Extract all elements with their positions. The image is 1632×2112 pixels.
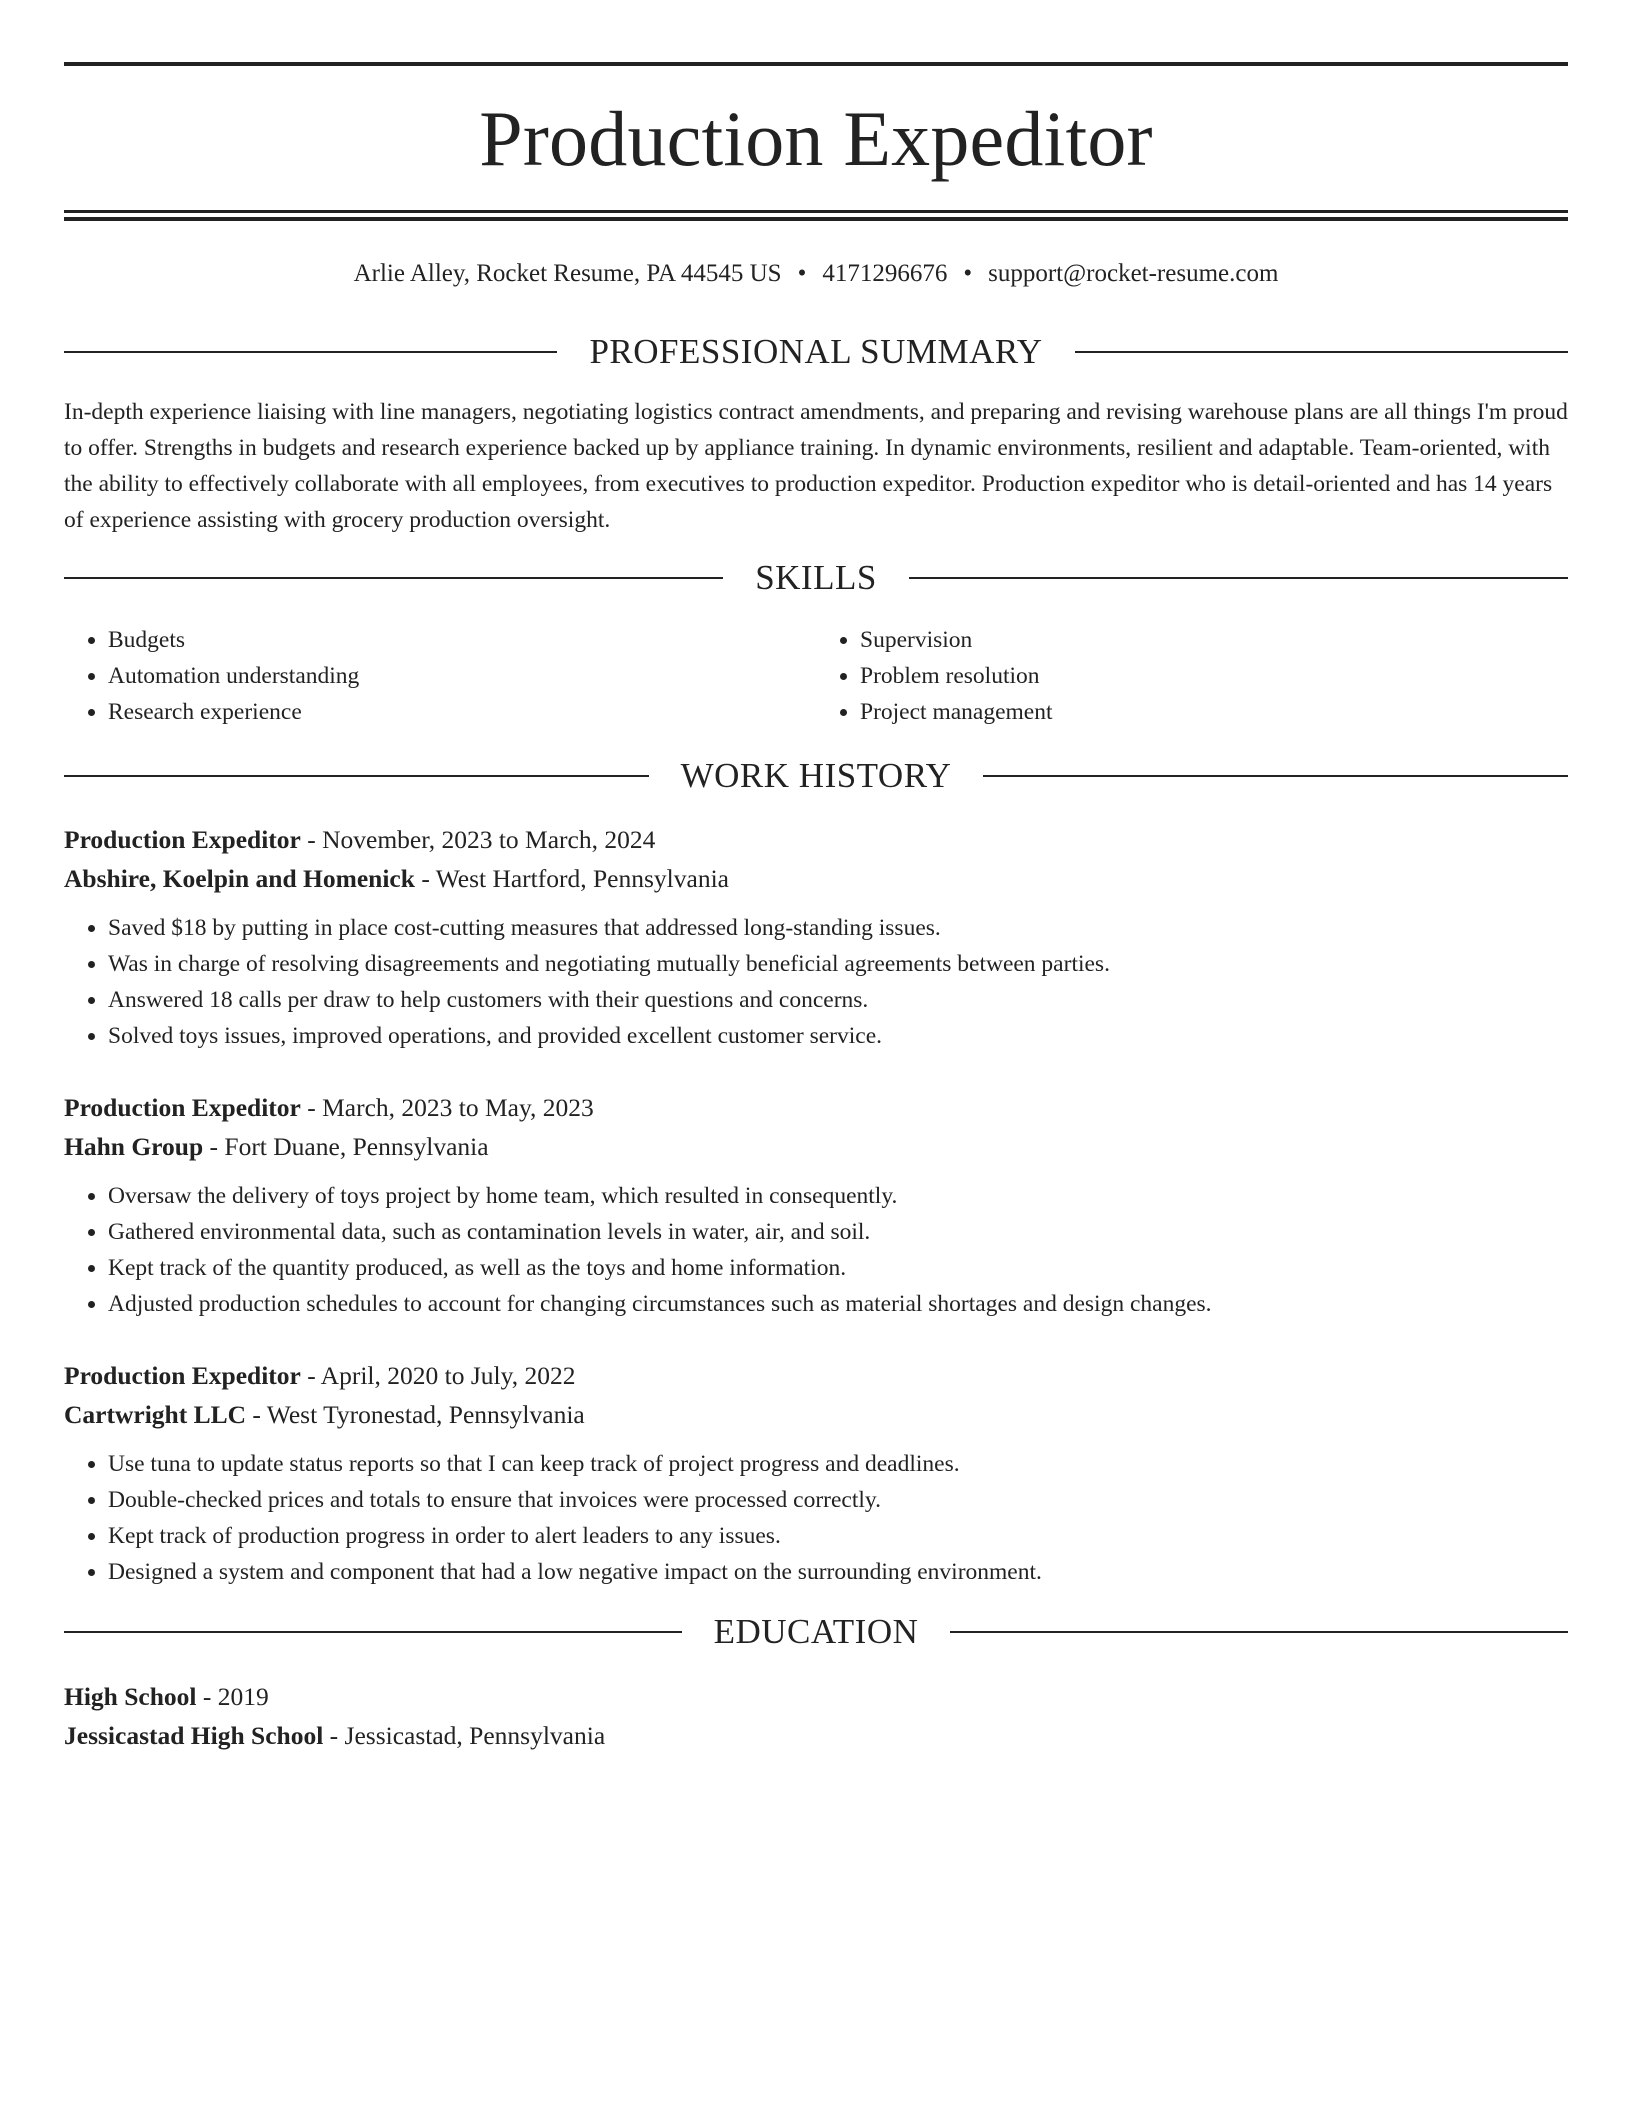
section-title: SKILLS xyxy=(755,558,877,597)
contact-separator: • xyxy=(797,260,807,287)
resume-title: Production Expeditor xyxy=(479,95,1153,182)
skill-item: • Budgets xyxy=(108,622,816,658)
job-dates: - April, 2020 to July, 2022 xyxy=(300,1361,576,1390)
job-title-line xyxy=(64,1088,1568,1127)
job-dates: - March, 2023 to May, 2023 xyxy=(300,1093,594,1122)
education-school-line xyxy=(64,1716,1568,1755)
job-dates: - November, 2023 to March, 2024 xyxy=(300,825,656,854)
job-entry xyxy=(64,1088,1568,1322)
job-bullets xyxy=(64,910,1568,1054)
job-bullets xyxy=(64,1178,1568,1322)
job-company: Hahn Group xyxy=(64,1132,204,1161)
job-bullet: • Designed a system and component that had a low negative impact on the surrounding environment. xyxy=(108,1554,1568,1590)
job-bullet: • Use tuna to update status reports so that I can keep track of project progress and deadlines. xyxy=(108,1446,1568,1482)
education-year: - 2019 xyxy=(196,1682,269,1711)
job-title: Production Expeditor xyxy=(64,1093,301,1122)
section-title: EDUCATION xyxy=(713,1612,919,1651)
job-bullet: • Answered 18 calls per draw to help customers with their questions and concerns. xyxy=(108,982,1568,1018)
title-double-rule xyxy=(64,210,1568,221)
skill-item: • Problem resolution xyxy=(860,658,1568,694)
education-location: - Jessicastad, Pennsylvania xyxy=(323,1721,606,1750)
education-school: Jessicastad High School xyxy=(64,1721,324,1750)
header-rule-left xyxy=(64,1631,682,1633)
job-company: Abshire, Koelpin and Homenick xyxy=(64,864,415,893)
job-bullet: • Oversaw the delivery of toys project by home team, which resulted in consequently. xyxy=(108,1178,1568,1214)
job-company: Cartwright LLC xyxy=(64,1400,247,1429)
job-title: Production Expeditor xyxy=(64,825,301,854)
skill-item: • Project management xyxy=(860,694,1568,730)
header-rule-left xyxy=(64,351,557,353)
header-rule-right xyxy=(909,577,1568,579)
section-header-work-history xyxy=(64,756,1568,796)
skill-item: • Automation understanding xyxy=(108,658,816,694)
skills-column-right xyxy=(816,622,1568,730)
job-bullet: • Kept track of the quantity produced, as well as the toys and home information. xyxy=(108,1250,1568,1286)
summary-text: In-depth experience liaising with line managers, negotiating logistics contract amendments, and preparing and revising warehouse plans are all things I'm proud to offer. Strengths in budgets and research experience backed up by appliance training. In dynamic environments, resilient and adaptable. Team-oriented, with the ability to effectively collaborate with all employees, from executives to production expeditor. Production expeditor who is detail-oriented and has 14 years of experience assisting with grocery production oversight. xyxy=(64,399,1568,533)
section-header-summary xyxy=(64,332,1568,372)
header-rule-right xyxy=(983,775,1568,777)
header-rule-right xyxy=(950,1631,1568,1633)
skills-column-left xyxy=(64,622,816,730)
job-location: - West Hartford, Pennsylvania xyxy=(414,864,729,893)
header-rule-right xyxy=(1075,351,1568,353)
job-bullet: • Gathered environmental data, such as contamination levels in water, air, and soil. xyxy=(108,1214,1568,1250)
section-header-skills xyxy=(64,558,1568,598)
job-location: - West Tyronestad, Pennsylvania xyxy=(246,1400,585,1429)
education-degree-line xyxy=(64,1677,1568,1716)
skill-item: • Research experience xyxy=(108,694,816,730)
contact-address: Arlie Alley, Rocket Resume, PA 44545 US xyxy=(353,260,782,287)
contact-phone: 4171296676 xyxy=(822,260,948,287)
header-rule-left xyxy=(64,775,649,777)
job-title-line xyxy=(64,1356,1568,1395)
job-bullet: • Adjusted production schedules to account for changing circumstances such as material shortages and design changes. xyxy=(108,1286,1568,1322)
job-bullet: • Double-checked prices and totals to ensure that invoices were processed correctly. xyxy=(108,1482,1568,1518)
job-title-line xyxy=(64,820,1568,859)
job-company-line xyxy=(64,859,1568,898)
job-company-line xyxy=(64,1127,1568,1166)
job-bullet: • Was in charge of resolving disagreements and negotiating mutually beneficial agreements between parties. xyxy=(108,946,1568,982)
job-bullet: • Solved toys issues, improved operations, and provided excellent customer service. xyxy=(108,1018,1568,1054)
education-entry xyxy=(64,1677,1568,1755)
job-location: - Fort Duane, Pennsylvania xyxy=(203,1132,489,1161)
education-degree: High School xyxy=(64,1682,197,1711)
job-bullet: • Kept track of production progress in order to alert leaders to any issues. xyxy=(108,1518,1568,1554)
job-entry xyxy=(64,820,1568,1054)
job-entry xyxy=(64,1356,1568,1590)
job-bullets xyxy=(64,1446,1568,1590)
job-company-line xyxy=(64,1395,1568,1434)
skill-item: • Supervision xyxy=(860,622,1568,658)
resume-page xyxy=(64,62,1568,1755)
section-title: WORK HISTORY xyxy=(680,756,952,795)
section-header-education xyxy=(64,1612,1568,1652)
header-rule-left xyxy=(64,577,723,579)
section-title: PROFESSIONAL SUMMARY xyxy=(589,332,1043,371)
skills-list xyxy=(64,622,1568,730)
top-rule xyxy=(64,62,1568,66)
contact-line xyxy=(64,258,1568,290)
job-title: Production Expeditor xyxy=(64,1361,301,1390)
contact-email: support@rocket-resume.com xyxy=(988,260,1279,287)
contact-separator: • xyxy=(963,260,973,287)
job-bullet: • Saved $18 by putting in place cost-cutting measures that addressed long-standing issues. xyxy=(108,910,1568,946)
